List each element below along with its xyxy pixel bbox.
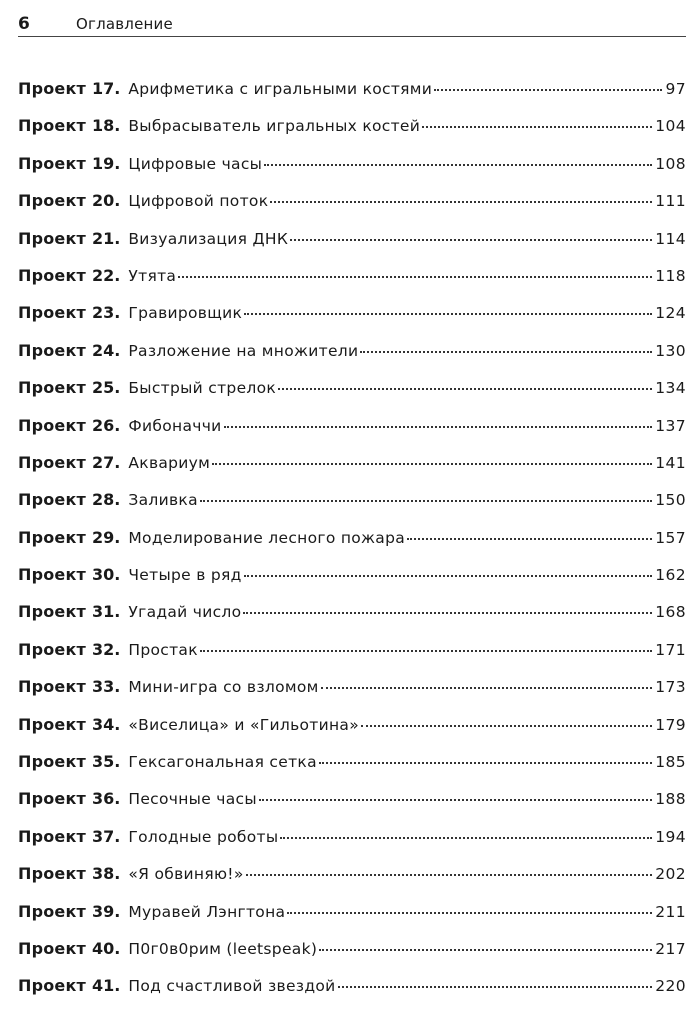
- dot-leader: [278, 388, 652, 390]
- dot-leader: [360, 351, 652, 353]
- entry-page: 124: [655, 304, 686, 323]
- entry-number: 35.: [92, 752, 121, 772]
- entry-title: Моделирование лесного пожара: [128, 528, 406, 547]
- entry-page: 114: [655, 229, 686, 248]
- dot-leader: [280, 837, 652, 839]
- entry-page: 137: [655, 416, 686, 435]
- entry-title: Под счастливой звездой: [128, 977, 336, 996]
- entry-number: 25.: [92, 378, 121, 398]
- dot-leader: [200, 500, 652, 502]
- dot-leader: [319, 762, 652, 764]
- toc-entry[interactable]: [18, 266, 686, 303]
- dot-leader: [243, 612, 652, 614]
- entry-label: Проект: [18, 752, 87, 772]
- toc-entry[interactable]: [18, 528, 686, 565]
- toc-entry[interactable]: [18, 939, 686, 976]
- dot-leader: [224, 426, 653, 428]
- entry-label: Проект: [18, 789, 87, 809]
- entry-page: 188: [655, 790, 686, 809]
- entry-title: Арифметика с игральными костями: [128, 80, 433, 98]
- entry-number: 41.: [92, 976, 121, 996]
- toc-entry[interactable]: [18, 976, 686, 1013]
- entry-number: 37.: [92, 826, 121, 846]
- entry-number: 39.: [92, 901, 121, 921]
- entry-number: 20.: [92, 191, 121, 211]
- entry-page: 162: [655, 566, 686, 585]
- entry-label: Проект: [18, 565, 87, 585]
- entry-title: Разложение на множители: [128, 341, 359, 360]
- toc-entry[interactable]: [18, 677, 686, 714]
- entry-page: 185: [655, 753, 686, 772]
- entry-page: 194: [655, 827, 686, 846]
- entry-page: 157: [655, 528, 686, 547]
- entry-title: Утята: [128, 266, 177, 285]
- entry-label: Проект: [18, 864, 87, 884]
- toc-entry[interactable]: [18, 752, 686, 789]
- dot-leader: [434, 89, 662, 91]
- entry-title: Заливка: [128, 491, 198, 510]
- toc-entry[interactable]: [18, 453, 686, 490]
- toc-entry[interactable]: [18, 154, 686, 191]
- entry-number: 36.: [92, 789, 121, 809]
- entry-title: Песочные часы: [128, 790, 257, 809]
- entry-title: Цифровые часы: [128, 154, 263, 173]
- entry-title: «Я обвиняю!»: [128, 865, 244, 884]
- toc-entry[interactable]: [18, 565, 686, 602]
- entry-page: 141: [655, 453, 686, 472]
- entry-number: 29.: [92, 527, 121, 547]
- entry-page: 118: [655, 266, 686, 285]
- dot-leader: [264, 164, 652, 166]
- dot-leader: [338, 986, 653, 988]
- entry-label: Проект: [18, 340, 87, 360]
- toc-entry[interactable]: [18, 416, 686, 453]
- toc-entry[interactable]: [18, 789, 686, 826]
- entry-title: Мини-игра со взломом: [128, 678, 319, 697]
- entry-page: 179: [655, 715, 686, 734]
- running-head: [18, 12, 686, 37]
- entry-page: 134: [655, 379, 686, 398]
- entry-page: 202: [655, 865, 686, 884]
- dot-leader: [407, 538, 652, 540]
- entry-title: Цифровой поток: [128, 192, 269, 211]
- entry-label: Проект: [18, 415, 87, 435]
- toc-entry[interactable]: [18, 602, 686, 639]
- entry-label: Проект: [18, 938, 87, 958]
- entry-page: 171: [655, 640, 686, 659]
- dot-leader: [244, 313, 652, 315]
- entry-page: 108: [655, 154, 686, 173]
- entry-label: Проект: [18, 527, 87, 547]
- entry-page: 211: [655, 902, 686, 921]
- entry-label: Проект: [18, 901, 87, 921]
- entry-title: Голодные роботы: [128, 827, 279, 846]
- entry-title: Фибоначчи: [128, 416, 222, 435]
- toc-entry[interactable]: [18, 827, 686, 864]
- entry-page: 217: [655, 939, 686, 958]
- entry-label: Проект: [18, 976, 87, 996]
- entry-label: Проект: [18, 714, 87, 734]
- entry-label: Проект: [18, 191, 87, 211]
- entry-title: Гравировщик: [128, 304, 243, 323]
- entry-number: 40.: [92, 938, 121, 958]
- entry-title: П0г0в0рим (leetspeak): [128, 939, 318, 958]
- entry-page: 168: [655, 603, 686, 622]
- toc-entry[interactable]: [18, 116, 686, 153]
- entry-number: 31.: [92, 602, 121, 622]
- dot-leader: [259, 799, 652, 801]
- entry-number: 27.: [92, 452, 121, 472]
- entry-label: Проект: [18, 378, 87, 398]
- dot-leader: [287, 912, 652, 914]
- table-of-contents: [18, 79, 686, 1014]
- toc-entry[interactable]: [18, 229, 686, 266]
- page-number: 6: [18, 14, 30, 34]
- toc-entry[interactable]: [18, 378, 686, 415]
- entry-number: 26.: [92, 415, 121, 435]
- dot-leader: [321, 687, 653, 689]
- entry-number: 38.: [92, 864, 121, 884]
- dot-leader: [319, 949, 652, 951]
- entry-number: 22.: [92, 265, 121, 285]
- entry-page: 130: [655, 341, 686, 360]
- entry-number: 24.: [92, 340, 121, 360]
- entry-number: 17.: [92, 79, 121, 98]
- toc-entry[interactable]: [18, 303, 686, 340]
- dot-leader: [270, 201, 652, 203]
- dot-leader: [422, 126, 652, 128]
- entry-page: 97: [665, 80, 686, 98]
- toc-entry[interactable]: [18, 640, 686, 677]
- dot-leader: [212, 463, 652, 465]
- entry-title: Аквариум: [128, 453, 211, 472]
- dot-leader: [290, 239, 652, 241]
- entry-label: Проект: [18, 452, 87, 472]
- entry-page: 111: [655, 192, 686, 211]
- entry-title: Угадай число: [128, 603, 242, 622]
- entry-label: Проект: [18, 228, 87, 248]
- entry-number: 30.: [92, 565, 121, 585]
- entry-number: 28.: [92, 490, 121, 510]
- entry-number: 19.: [92, 153, 121, 173]
- toc-entry[interactable]: [18, 79, 686, 116]
- entry-page: 150: [655, 491, 686, 510]
- dot-leader: [361, 725, 652, 727]
- toc-entry[interactable]: [18, 341, 686, 378]
- entry-title: Быстрый стрелок: [128, 379, 277, 398]
- dot-leader: [244, 575, 653, 577]
- entry-number: 18.: [92, 116, 121, 136]
- entry-page: 104: [655, 117, 686, 136]
- entry-label: Проект: [18, 639, 87, 659]
- entry-title: Четыре в ряд: [128, 566, 242, 585]
- dot-leader: [246, 874, 653, 876]
- entry-number: 23.: [92, 303, 121, 323]
- entry-label: Проект: [18, 153, 87, 173]
- entry-label: Проект: [18, 116, 87, 136]
- entry-label: Проект: [18, 602, 87, 622]
- entry-title: Муравей Лэнгтона: [128, 902, 286, 921]
- entry-label: Проект: [18, 265, 87, 285]
- dot-leader: [178, 276, 652, 278]
- toc-entry[interactable]: [18, 864, 686, 901]
- entry-number: 33.: [92, 677, 121, 697]
- toc-entry[interactable]: [18, 715, 686, 752]
- entry-number: 21.: [92, 228, 121, 248]
- toc-entry[interactable]: [18, 902, 686, 939]
- entry-title: Выбрасыватель игральных костей: [128, 117, 421, 136]
- entry-number: 34.: [92, 714, 121, 734]
- entry-title: Простак: [128, 640, 198, 659]
- dot-leader: [200, 650, 652, 652]
- entry-page: 220: [655, 977, 686, 996]
- entry-label: Проект: [18, 303, 87, 323]
- entry-label: Проект: [18, 677, 87, 697]
- toc-entry[interactable]: [18, 191, 686, 228]
- entry-title: «Виселица» и «Гильотина»: [128, 715, 360, 734]
- entry-page: 173: [655, 678, 686, 697]
- entry-number: 32.: [92, 639, 121, 659]
- entry-label: Проект: [18, 826, 87, 846]
- entry-label: Проект: [18, 490, 87, 510]
- entry-label: Проект: [18, 79, 87, 98]
- entry-title: Визуализация ДНК: [128, 229, 289, 248]
- toc-entry[interactable]: [18, 490, 686, 527]
- entry-title: Гексагональная сетка: [128, 753, 317, 772]
- section-title: Оглавление: [76, 15, 173, 33]
